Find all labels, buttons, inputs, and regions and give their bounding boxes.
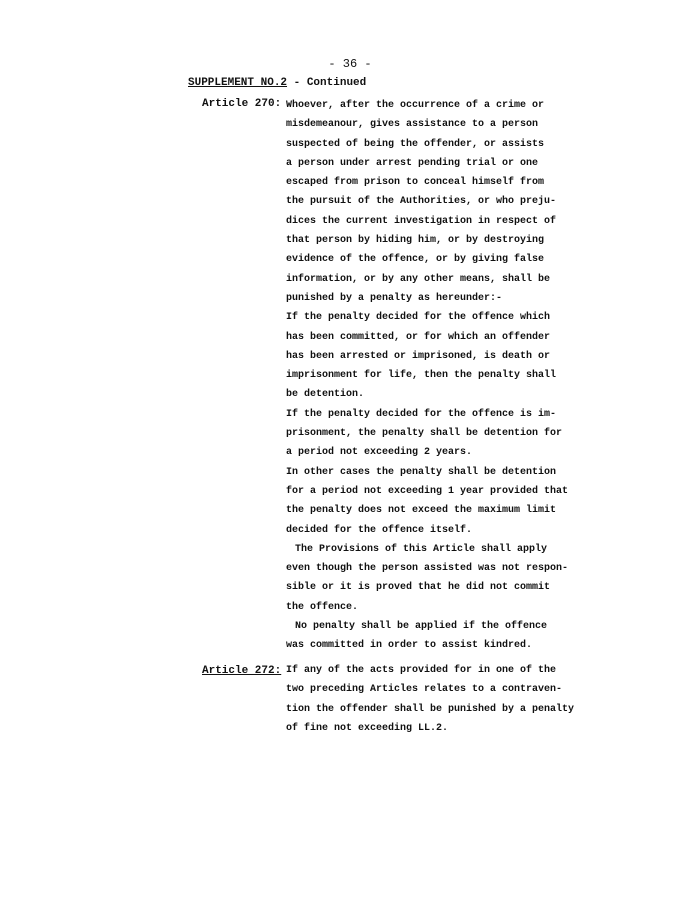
article-line: The Provisions of this Article shall apply [295,543,548,555]
article-270-label: Article 270: [202,98,282,110]
article-line: sible or it is proved that he did not commit [286,582,551,594]
article-line: prisonment, the penalty shall be detention for [286,428,563,440]
article-line: decided for the offence itself. [286,524,473,536]
article-line: If the penalty decided for the offence which [286,312,551,324]
article-272-label: Article 272: [202,665,282,677]
article-line: escaped from prison to conceal himself from [286,177,545,189]
supplement-continued: - Continued [287,77,367,89]
article-line: the penalty does not exceed the maximum limit [286,505,557,517]
article-line: the pursuit of the Authorities, or who preju- [286,196,557,208]
article-line: the offence. [286,601,359,613]
article-line: If the penalty decided for the offence is im- [286,408,557,420]
article-line: No penalty shall be applied if the offence [295,621,548,633]
article-line: of fine not exceeding LL.2. [286,722,449,734]
supplement-heading [188,77,366,89]
article-line: tion the offender shall be punished by a penalty [286,703,575,715]
article-line: be detention. [286,389,365,401]
article-line: evidence of the offence, or by giving false [286,254,545,266]
article-line: has been committed, or for which an offender [286,331,551,343]
article-line: a period not exceeding 2 years. [286,447,473,459]
article-line: misdemeanour, gives assistance to a person [286,119,539,131]
article-line: for a period not exceeding 1 year provided that [286,485,569,497]
article-line: imprisonment for life, then the penalty shall [286,370,557,382]
article-line: dices the current investigation in respect of [286,215,557,227]
article-line: If any of the acts provided for in one of the [286,665,557,676]
article-line: a person under arrest pending trial or one [286,157,539,169]
article-line: suspected of being the offender, or assists [286,138,545,150]
article-line: punished by a penalty as hereunder:- [286,292,503,304]
article-line: has been arrested or imprisoned, is death or [286,350,551,362]
article-line: Whoever, after the occurrence of a crime or [286,100,545,111]
article-line: information, or by any other means, shall be [286,273,551,285]
article-272-body [286,661,575,738]
article-line: that person by hiding him, or by destroying [286,235,545,247]
article-line: was committed in order to assist kindred. [286,640,533,652]
article-270-body [286,96,569,656]
page-number: - 36 - [328,57,372,71]
article-line: two preceding Articles relates to a contraven- [286,684,563,696]
article-line: In other cases the penalty shall be detention [286,466,557,478]
article-line: even though the person assisted was not respon- [286,563,569,575]
supplement-title: SUPPLEMENT NO.2 [188,77,288,89]
